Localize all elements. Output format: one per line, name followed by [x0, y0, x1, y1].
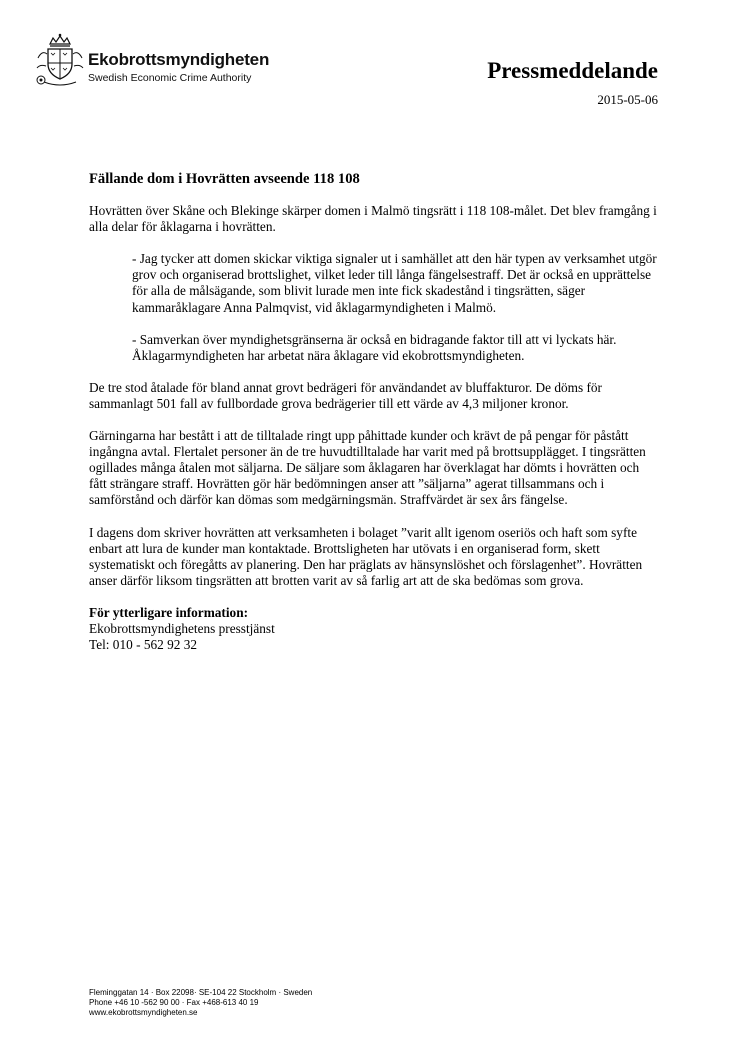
document-type: Pressmeddelande — [487, 58, 658, 83]
org-logo — [34, 32, 274, 96]
paragraph-intro: Hovrätten över Skåne och Blekinge skärper domen i Malmö tingsrätt i 118 108-målet. Det blev framgång i alla delar för åklagarna i hovrätten. — [89, 203, 657, 235]
paragraph-ruling: I dagens dom skriver hovrätten att verksamheten i bolaget ”varit allt igenom oseriös och haft som syfte enbart att lura de kunder man kontaktade. Brottsligheten har utövats i en organiserad form, skett systematiskt och föregåtts av planering. Den har präglats av hänsynslöshet och förslagenhet”. Hovrätten anser därför liksom tingsrätten att brotten varit av så farlig art att de ska bedömas som grova. — [89, 524, 643, 588]
org-name: Ekobrottsmyndigheten — [88, 50, 270, 69]
org-subtitle: Swedish Economic Crime Authority — [88, 72, 252, 84]
contact-heading: För ytterligare information: — [89, 604, 249, 620]
article-body — [89, 171, 659, 653]
contact-phone: Tel: 010 - 562 92 32 — [89, 637, 198, 653]
footer-address: Fleminggatan 14 · Box 22098· SE-104 22 Stockholm · Sweden — [89, 988, 313, 997]
footer-website-link[interactable]: www.ekobrottsmyndigheten.se — [89, 1008, 198, 1017]
article-headline: Fällande dom i Hovrätten avseende 118 108 — [89, 171, 360, 187]
footer — [89, 988, 312, 1018]
contact-name: Ekobrottsmyndighetens presstjänst — [89, 620, 275, 636]
document-date: 2015-05-06 — [597, 92, 658, 107]
paragraph-acts: Gärningarna har bestått i att de tilltalade ringt upp påhittade kunder och krävt de på pengar för påstått ingångna avtal. Flertalet personer än de tre huvudtilltalade har varit med på brottsupplägget. I tingsrätten ogillades många åtalen mot säljarna. De säljare som åklagaren har överklagat har dömts i hovrätten och fått strängare straff. Hovrätten gör här bedömningen anser att ”säljarna” agerat tillsammans och i samförstånd och därför kan dömas som medgärningsmän. Straffvärdet är sex års fängelse. — [89, 428, 646, 508]
swedish-coat-of-arms-icon — [34, 32, 86, 94]
quote-cooperation: - Samverkan över myndighetsgränserna är också en bidragande faktor till att vi lyckats här. Åklagarmyndigheten har arbetat nära åklagare vid ekobrottsmyndigheten. — [132, 331, 617, 363]
paragraph-charges: De tre stod åtalade för bland annat grovt bedrägeri för användandet av bluffakturor. De döms för sammanlagt 501 fall av fullbordade grova bedrägerier till ett värde av 4,3 miljoner kronor. — [89, 379, 602, 411]
footer-phone: Phone +46 10 -562 90 00 · Fax +468-613 40 19 — [89, 998, 259, 1007]
quote-palmqvist: - Jag tycker att domen skickar viktiga signaler ut i samhället att den här typen av verksamhet utgör grov och organiserad brottslighet, vilket leder till långa fängelsestraff. Det är också en upprättelse för alla de målsägande, som blivit lurade men inte fick skadestånd i tingsrätten, säger kammaråklagare Anna Palmqvist, vid åklagarmyndigheten i Malmö. — [132, 251, 657, 315]
